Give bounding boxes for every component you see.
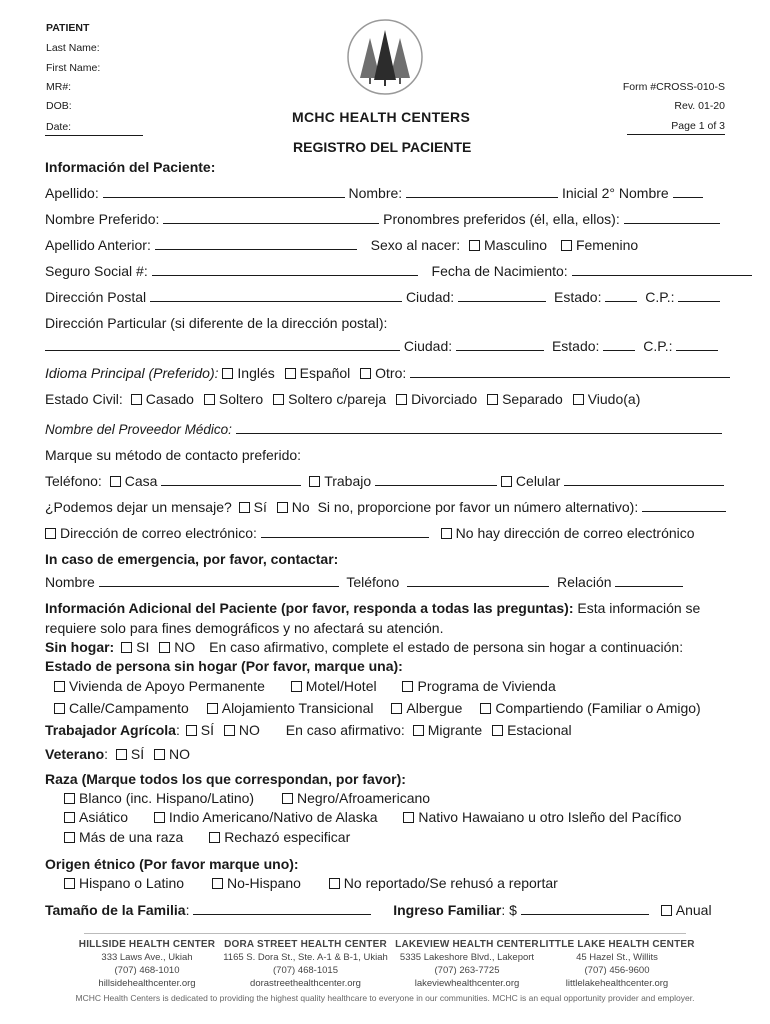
sin-hogar-no-checkbox[interactable] [159, 642, 170, 653]
familia-label: Tamaño de la Familia [45, 902, 186, 918]
row-homeless-opts-1 [54, 678, 556, 694]
r2-checkbox[interactable] [282, 793, 293, 804]
apellido-label: Apellido: [45, 185, 99, 201]
additional-line2: requiere solo para fines demográficos y no afectará su atención. [45, 620, 444, 636]
r2-label: Negro/Afroamericano [297, 790, 431, 806]
nombre-pref-label: Nombre Preferido: [45, 211, 160, 227]
row-trabajador: Trabajador Agrícola: SÍ NO En caso afirmativo: Migrante Estacional [45, 722, 572, 738]
celular-field[interactable] [564, 473, 724, 486]
soltero-pareja-label: Soltero c/pareja [288, 391, 387, 407]
opt4-checkbox[interactable] [54, 703, 65, 714]
otro-field[interactable] [410, 365, 730, 378]
ingles-label: Inglés [237, 365, 275, 381]
footer-center-address: 1165 S. Dora St., Ste. A-1 & B-1, Ukiah [223, 952, 388, 963]
ciudad-label: Ciudad: [405, 289, 455, 305]
cp-label: C.P.: [645, 289, 675, 305]
familia-field[interactable] [193, 902, 371, 915]
footer-center-name: HILLSIDE HEALTH CENTER [78, 939, 216, 950]
estado-civil-label: Estado Civil: [45, 391, 123, 407]
estado2-field[interactable] [603, 338, 635, 351]
row-nombre-preferido [45, 211, 720, 227]
inicial-label: Inicial 2° Nombre [561, 185, 669, 201]
dob-label: DOB: [46, 100, 72, 112]
celular-label: Celular [515, 473, 561, 489]
opt7-checkbox[interactable] [480, 703, 491, 714]
footer-center-web[interactable]: dorastreethealthcenter.org [250, 978, 361, 989]
estado2-label: Estado: [551, 338, 600, 354]
raza-heading: Raza (Marque todos los que correspondan, por favor): [45, 771, 406, 787]
masculino-checkbox[interactable] [469, 240, 480, 251]
first-name-label: First Name: [46, 62, 101, 74]
dir-particular-field[interactable] [45, 338, 400, 351]
opt1-label: Vivienda de Apoyo Permanente [69, 678, 265, 694]
emergency-nombre-label: Nombre [45, 574, 95, 590]
last-name-label: Last Name: [46, 42, 100, 54]
date-label: Date: [46, 121, 72, 133]
footer-divider [84, 933, 686, 934]
no-correo-label: No hay dirección de correo electrónico [455, 525, 695, 541]
footer-center-phone: (707) 263-7725 [434, 965, 500, 976]
espanol-label: Español [299, 365, 351, 381]
o1-checkbox[interactable] [64, 878, 75, 889]
r3-checkbox[interactable] [64, 812, 75, 823]
form-title: REGISTRO DEL PACIENTE [293, 139, 472, 155]
footer-center-lakeview [382, 938, 552, 990]
footer-center-address: 5335 Lakeshore Blvd., Lakeport [399, 952, 535, 963]
footer-center-littlelake [532, 938, 702, 990]
cp-field[interactable] [678, 289, 720, 302]
si-no-alt-label: Si no, proporcione por favor un número alternativo): [317, 499, 639, 515]
sin-hogar-si-label: SI [136, 639, 150, 655]
fecha-nac-label: Fecha de Nacimiento: [431, 263, 568, 279]
additional-heading-row [45, 600, 700, 616]
r4-checkbox[interactable] [154, 812, 165, 823]
r3-label: Asiático [79, 809, 129, 825]
contacto-label: Marque su método de contacto preferido: [45, 447, 302, 463]
ingles-checkbox[interactable] [222, 368, 233, 379]
ingreso-field[interactable] [521, 902, 649, 915]
mensaje-label: ¿Podemos dejar un mensaje? [45, 499, 232, 515]
emergency-telefono-label: Teléfono [346, 574, 400, 590]
nombre-pref-field[interactable] [163, 211, 379, 224]
opt3-label: Programa de Vivienda [417, 678, 556, 694]
row-idioma [45, 365, 730, 381]
nombre-label: Nombre: [348, 185, 403, 201]
ciudad-field[interactable] [458, 289, 546, 302]
r1-checkbox[interactable] [64, 793, 75, 804]
opt6-checkbox[interactable] [391, 703, 402, 714]
divorciado-checkbox[interactable] [396, 394, 407, 405]
trabajo-field[interactable] [375, 473, 497, 486]
row-raza-3 [64, 829, 350, 845]
separado-checkbox[interactable] [487, 394, 498, 405]
row-raza-2 [64, 809, 681, 825]
revision: Rev. 01-20 [674, 100, 725, 112]
estado-label: Estado: [553, 289, 602, 305]
casa-checkbox[interactable] [110, 476, 121, 487]
r7-label: Rechazó especificar [224, 829, 351, 845]
tree-logo-icon [346, 18, 424, 96]
sin-hogar-label: Sin hogar: [45, 639, 115, 655]
divorciado-label: Divorciado [411, 391, 478, 407]
mensaje-no-label: No [291, 499, 310, 515]
mensaje-si-checkbox[interactable] [239, 502, 250, 513]
row-proveedor [45, 421, 722, 437]
row-raza-1 [64, 790, 430, 806]
estado-field[interactable] [605, 289, 637, 302]
org-name: MCHC HEALTH CENTERS [292, 109, 471, 125]
row-estado-civil [45, 391, 640, 407]
veterano-no-checkbox[interactable] [154, 749, 165, 760]
row-seguro [45, 263, 752, 279]
additional-heading-rest: Esta información se [577, 600, 701, 616]
row-telefono [45, 473, 724, 489]
row-origen [64, 875, 558, 891]
r1-label: Blanco (inc. Hispano/Latino) [79, 790, 255, 806]
dir-particular-label: Dirección Particular (si diferente de la dirección postal): [45, 315, 388, 331]
r7-checkbox[interactable] [209, 832, 220, 843]
cp2-field[interactable] [676, 338, 718, 351]
trabajador-si-checkbox[interactable] [186, 725, 197, 736]
header-divider-left [45, 135, 143, 136]
sin-hogar-note: En caso afirmativo, complete el estado de persona sin hogar a continuación: [209, 639, 684, 655]
sin-hogar-no-label: NO [174, 639, 196, 655]
opt3-checkbox[interactable] [402, 681, 413, 692]
footer-center-phone: (707) 468-1010 [114, 965, 180, 976]
emergency-heading: In caso de emergencia, por favor, contactar: [45, 551, 339, 567]
soltero-pareja-checkbox[interactable] [273, 394, 284, 405]
apellido-anterior-field[interactable] [155, 237, 357, 250]
r6-label: Más de una raza [79, 829, 184, 845]
mensaje-no-checkbox[interactable] [277, 502, 288, 513]
trabajo-checkbox[interactable] [309, 476, 320, 487]
mr-label: MR#: [46, 81, 72, 93]
viudo-label: Viudo(a) [587, 391, 641, 407]
row-mensaje [45, 499, 726, 515]
row-apellido-anterior [45, 237, 638, 253]
estacional-label: Estacional [507, 722, 572, 738]
celular-checkbox[interactable] [501, 476, 512, 487]
row-homeless-opts-2 [54, 700, 701, 716]
correo-field[interactable] [261, 525, 429, 538]
soltero-label: Soltero [218, 391, 264, 407]
migrante-label: Migrante [427, 722, 483, 738]
emergency-nombre-field[interactable] [99, 574, 339, 587]
header-divider-right [627, 134, 725, 135]
row-dir-particular [45, 338, 718, 354]
trabajador-no-label: NO [238, 722, 260, 738]
correo-label: Dirección de correo electrónico: [60, 525, 257, 541]
correo-checkbox[interactable] [45, 528, 56, 539]
footer-center-hillside [62, 938, 232, 990]
apellido-field[interactable] [103, 185, 345, 198]
proveedor-field[interactable] [236, 421, 722, 434]
femenino-label: Femenino [575, 237, 639, 253]
idioma-label: Idioma Principal (Preferido): [45, 365, 219, 381]
row-familia: Tamaño de la Familia: Ingreso Familiar: $ Anual [45, 902, 712, 918]
r5-checkbox[interactable] [403, 812, 414, 823]
opt1-checkbox[interactable] [54, 681, 65, 692]
otro-checkbox[interactable] [360, 368, 371, 379]
dir-postal-label: Dirección Postal [45, 289, 147, 305]
telefono-label: Teléfono: [45, 473, 102, 489]
pronombres-label: Pronombres preferidos (él, ella, ellos): [383, 211, 620, 227]
row-apellido [45, 185, 703, 201]
trabajador-si-label: SÍ [200, 722, 214, 738]
veterano-si-checkbox[interactable] [116, 749, 127, 760]
footer-center-address: 333 Laws Ave., Ukiah [101, 952, 193, 963]
opt2-checkbox[interactable] [291, 681, 302, 692]
o3-label: No reportado/Se rehusó a reportar [343, 875, 558, 891]
trabajo-label: Trabajo [324, 473, 372, 489]
patient-heading: PATIENT [46, 22, 90, 34]
sin-hogar-si-checkbox[interactable] [121, 642, 132, 653]
mensaje-si-label: Sí [253, 499, 267, 515]
anual-checkbox[interactable] [661, 905, 672, 916]
additional-heading: Información Adicional del Paciente (por favor, responda a todas las preguntas): [45, 600, 574, 616]
seguro-label: Seguro Social #: [45, 263, 148, 279]
o2-label: No-Hispano [226, 875, 301, 891]
footer-center-web[interactable]: littlelakehealthcenter.org [565, 978, 669, 989]
emergency-relacion-label: Relación [557, 574, 612, 590]
fecha-nac-field[interactable] [572, 263, 752, 276]
o1-label: Hispano o Latino [79, 875, 185, 891]
sexo-label: Sexo al nacer: [370, 237, 461, 253]
soltero-checkbox[interactable] [204, 394, 215, 405]
opt7-label: Compartiendo (Familiar o Amigo) [495, 700, 701, 716]
espanol-checkbox[interactable] [285, 368, 296, 379]
opt4-label: Calle/Campamento [69, 700, 189, 716]
footer-center-name: DORA STREET HEALTH CENTER [224, 939, 387, 950]
row-dir-postal [45, 289, 720, 305]
pronombres-field[interactable] [624, 211, 720, 224]
origen-heading: Origen étnico (Por favor marque uno): [45, 856, 299, 872]
row-correo [45, 525, 695, 541]
o3-checkbox[interactable] [329, 878, 340, 889]
nombre-field[interactable] [406, 185, 558, 198]
anual-label: Anual [675, 902, 712, 918]
alt-number-field[interactable] [642, 499, 726, 512]
o2-checkbox[interactable] [212, 878, 223, 889]
row-emergency [45, 574, 683, 590]
apellido-anterior-label: Apellido Anterior: [45, 237, 151, 253]
casado-checkbox[interactable] [131, 394, 142, 405]
footer-center-name: LAKEVIEW HEALTH CENTER [395, 939, 539, 950]
otro-label: Otro: [375, 365, 407, 381]
veterano-label: Veterano [45, 746, 105, 762]
footer-center-web[interactable]: hillsidehealthcenter.org [98, 978, 196, 989]
row-sin-hogar [45, 639, 683, 655]
ciudad2-label: Ciudad: [403, 338, 453, 354]
veterano-no-label: NO [169, 746, 191, 762]
casado-label: Casado [145, 391, 194, 407]
opt5-label: Alojamiento Transicional [221, 700, 374, 716]
ingreso-label: Ingreso Familiar [393, 902, 502, 918]
veterano-si-label: SÍ [130, 746, 145, 762]
footer-center-web[interactable]: lakeviewhealthcenter.org [414, 978, 520, 989]
footer-center-phone: (707) 468-1015 [273, 965, 338, 976]
section-patient-info: Información del Paciente: [45, 159, 216, 175]
opt5-checkbox[interactable] [207, 703, 218, 714]
emergency-relacion-field[interactable] [615, 574, 683, 587]
masculino-label: Masculino [484, 237, 548, 253]
trabajador-note: En caso afirmativo: [285, 722, 405, 738]
viudo-checkbox[interactable] [573, 394, 584, 405]
r6-checkbox[interactable] [64, 832, 75, 843]
r4-label: Indio Americano/Nativo de Alaska [168, 809, 378, 825]
casa-label: Casa [124, 473, 158, 489]
trabajador-no-checkbox[interactable] [224, 725, 235, 736]
trabajador-label: Trabajador Agrícola [45, 722, 176, 738]
seguro-field[interactable] [152, 263, 418, 276]
footer-center-name: LITTLE LAKE HEALTH CENTER [539, 939, 695, 950]
emergency-telefono-field[interactable] [407, 574, 549, 587]
ciudad2-field[interactable] [456, 338, 544, 351]
opt6-label: Albergue [406, 700, 463, 716]
dir-postal-field[interactable] [150, 289, 402, 302]
estacional-checkbox[interactable] [492, 725, 503, 736]
footer-center-phone: (707) 456-9600 [584, 965, 650, 976]
dollar-sign: $ [509, 902, 517, 918]
inicial-field[interactable] [673, 185, 703, 198]
page-number: Page 1 of 3 [671, 120, 725, 132]
opt2-label: Motel/Hotel [305, 678, 377, 694]
casa-field[interactable] [161, 473, 301, 486]
femenino-checkbox[interactable] [561, 240, 572, 251]
footer-center-address: 45 Hazel St., Willits [576, 952, 658, 963]
cp2-label: C.P.: [643, 338, 673, 354]
estado-sin-hogar-heading: Estado de persona sin hogar (Por favor, marque una): [45, 658, 403, 674]
footer-mission: MCHC Health Centers is dedicated to providing the highest quality healthcare to everyone in our communities. MCHC is an equal opportunity provider and employer. [75, 993, 695, 1003]
row-veterano: Veterano: SÍ NO [45, 746, 191, 762]
migrante-checkbox[interactable] [413, 725, 424, 736]
separado-label: Separado [502, 391, 563, 407]
no-correo-checkbox[interactable] [441, 528, 452, 539]
proveedor-label: Nombre del Proveedor Médico: [45, 422, 232, 437]
r5-label: Nativo Hawaiano u otro Isleño del Pacífico [418, 809, 682, 825]
footer-center-dora [218, 938, 393, 990]
form-number: Form #CROSS-010-S [622, 81, 725, 93]
